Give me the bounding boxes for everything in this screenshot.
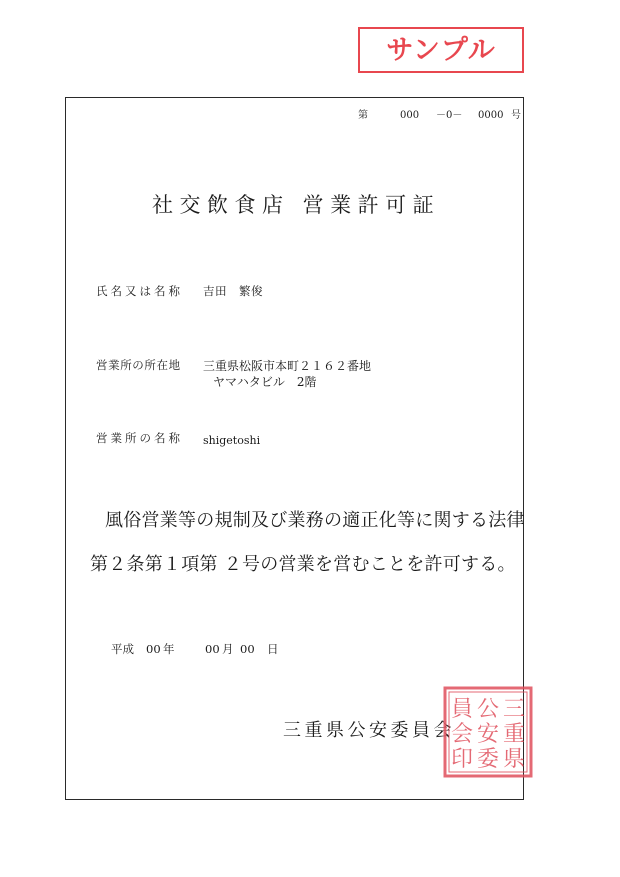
seal-character: 公 bbox=[476, 697, 500, 722]
sample-stamp bbox=[358, 27, 524, 73]
permit-number-part1: 000 bbox=[400, 110, 420, 121]
date-day-unit: 日 bbox=[267, 642, 279, 656]
seal-character: 会 bbox=[450, 722, 474, 747]
permit-statement-line2: 第２条第１項第 ２号の営業を営むことを許可する。 bbox=[90, 554, 516, 575]
issuer-name: 三重県公安委員会 bbox=[283, 720, 455, 741]
business-name-label: 営業所の名称 bbox=[96, 431, 183, 445]
business-name-value: shigetoshi bbox=[203, 434, 261, 447]
sample-stamp-text: サンプル bbox=[386, 34, 496, 66]
date-year: 00 bbox=[146, 642, 161, 656]
permit-number-suffix: 号 bbox=[511, 110, 521, 121]
date-year-unit: 年 bbox=[163, 642, 175, 656]
holder-name-value: 吉田 繁俊 bbox=[203, 284, 263, 298]
permit-statement-line1: 風俗営業等の規制及び業務の適正化等に関する法律 bbox=[105, 510, 525, 531]
seal-character: 安 bbox=[476, 722, 500, 747]
holder-name-label: 氏名又は名称 bbox=[96, 284, 183, 298]
seal-character: 県 bbox=[502, 747, 526, 772]
business-address-line1: 三重県松阪市本町２１６２番地 bbox=[203, 359, 372, 373]
permit-number-part2: －0－ bbox=[436, 110, 463, 121]
seal-character: 重 bbox=[502, 722, 526, 747]
official-seal bbox=[443, 686, 533, 778]
date-month-unit: 月 bbox=[222, 642, 234, 656]
permit-number-part3: 0000 bbox=[478, 110, 504, 121]
certificate-title: 社交飲食店 営業許可証 bbox=[152, 193, 441, 217]
business-address-line2: ヤマハタビル 2階 bbox=[213, 375, 317, 389]
business-address-label: 営業所の所在地 bbox=[96, 358, 181, 372]
seal-character: 三 bbox=[502, 697, 526, 722]
seal-character: 印 bbox=[450, 747, 474, 772]
permit-number-prefix: 第 bbox=[358, 110, 368, 121]
date-era: 平成 bbox=[111, 642, 134, 656]
seal-character: 委 bbox=[476, 747, 500, 772]
seal-characters bbox=[451, 697, 525, 772]
seal-character: 員 bbox=[450, 697, 474, 722]
date-day: 00 bbox=[240, 642, 255, 656]
date-month: 00 bbox=[205, 642, 220, 656]
